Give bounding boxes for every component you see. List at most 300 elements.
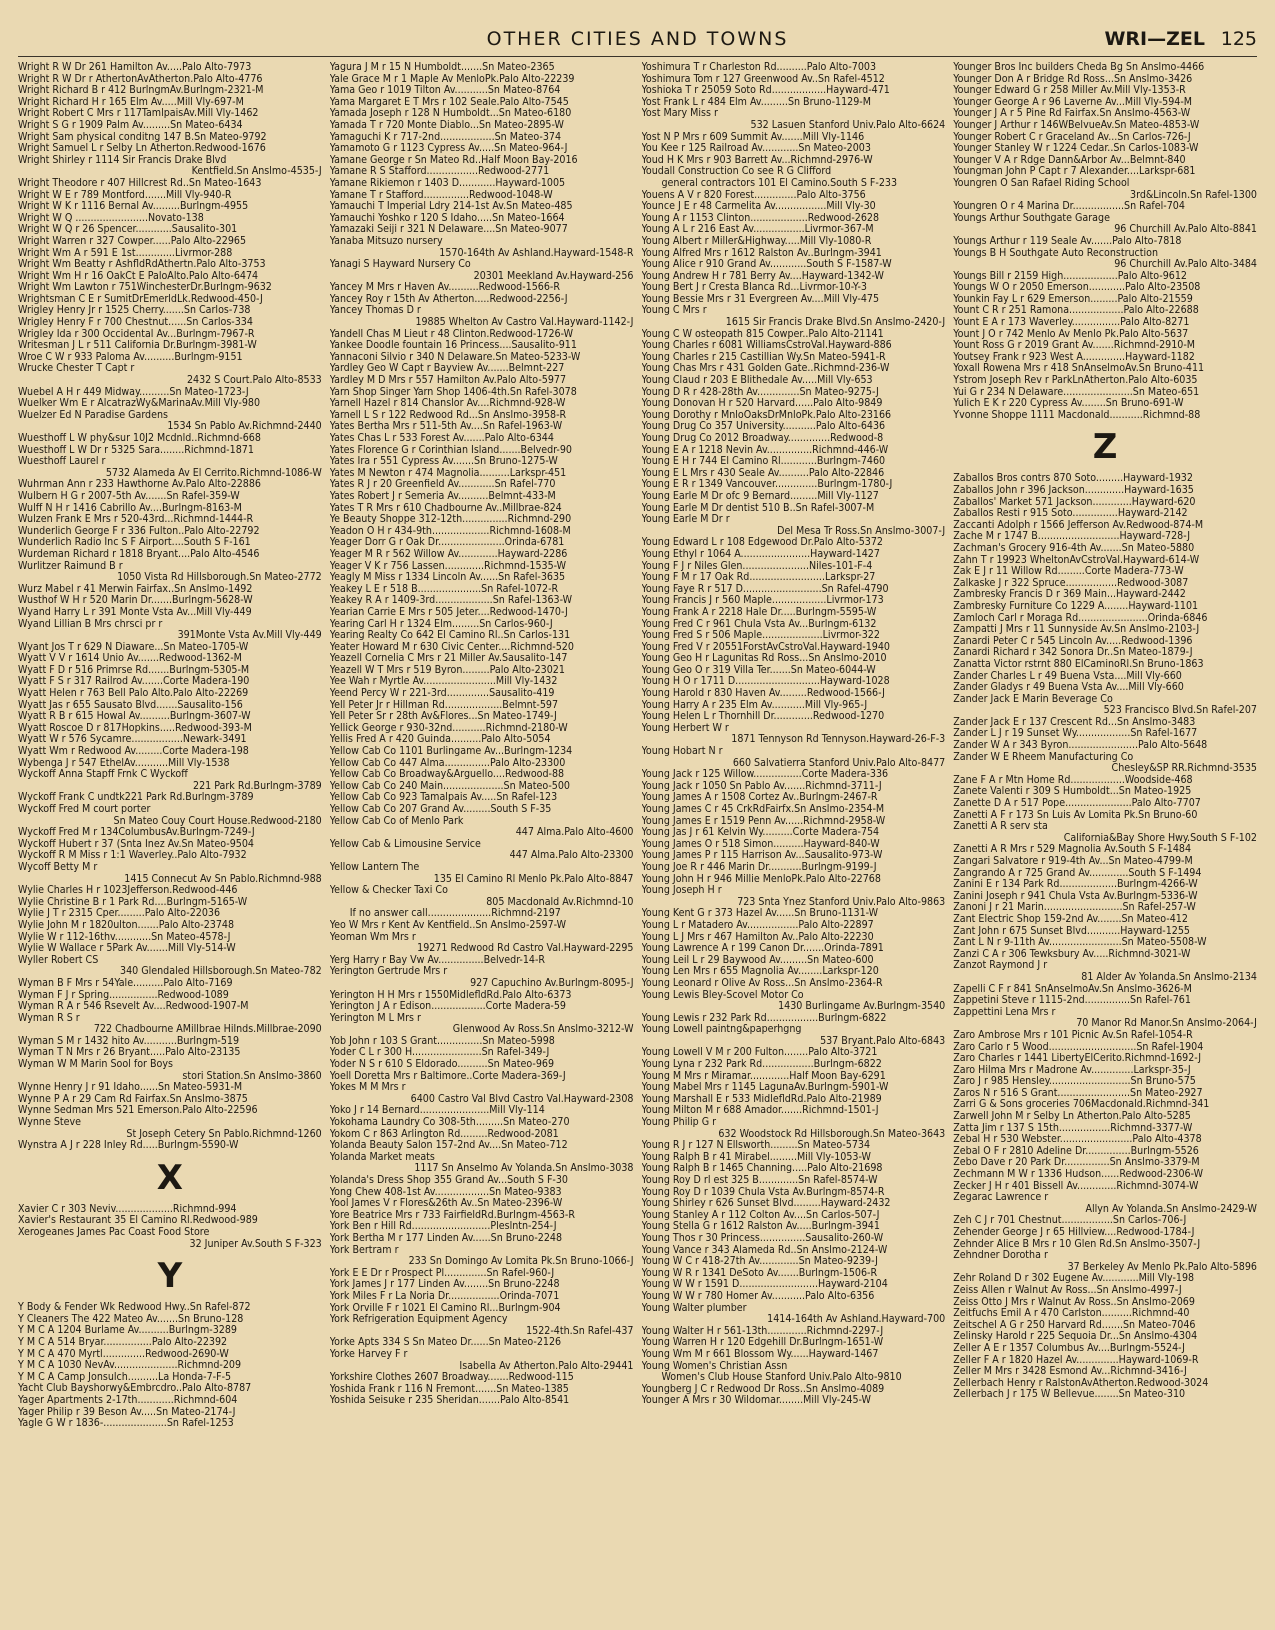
directory-entry: Young W W r 780 Homer Av...........Palo Alto-6356 <box>641 1290 875 1302</box>
directory-entry: Wright W Q r 26 Spencer............Sausalito-301 <box>18 224 238 236</box>
directory-entry: Young M Mrs r Miramar.............Half Moon Bay-6291 <box>641 1070 886 1082</box>
directory-entry: Young Dorothy r MnloOaksDrMnloPk.Palo Alto-23166 <box>641 409 892 421</box>
directory-entry: Zanini Joseph r 941 Chula Vsta Av.Burlngm-5336-W <box>953 890 1198 902</box>
directory-entry: Wright Richard H r 165 Elm Av.....Mill Vly-697-M <box>18 96 244 108</box>
directory-entry: Young James E r 1519 Penn Av......Richmnd-2958-W <box>641 815 886 827</box>
directory-entry: Yancey Roy r 15th Av Atherton.....Redwood-2256-J <box>329 293 568 305</box>
directory-entry: Yeend Percy W r 221-3rd..............Sausalito-419 <box>329 688 555 700</box>
directory-entry: California&Bay Shore Hwy.South S F-102 <box>1063 832 1257 844</box>
directory-entry: 722 Chadbourne AMillbrae Hilnds.Millbrae-2090 <box>93 1024 322 1036</box>
directory-entry: Wusthof W H r 520 Marin Dr.......Burlngm-5628-W <box>18 595 253 607</box>
directory-entry: Zatta Jim r 137 S 15th.................Richmnd-3377-W <box>953 1122 1193 1134</box>
directory-entry: Wright Shirley r 1114 Sir Francis Drake Blvd <box>18 154 227 166</box>
directory-entry: 537 Bryant.Palo Alto-6843 <box>820 1035 946 1047</box>
directory-entry: Zeh C J r 701 Chestnut.................Sn Carlos-706-J <box>953 1215 1187 1227</box>
directory-entry: Y M C A 1204 Burlame Av..........Burlngm-3289 <box>18 1325 237 1337</box>
directory-entry: Yamane T r Stafford...............Redwood-1048-W <box>329 189 553 201</box>
directory-entry: Y Cleaners The 422 Mateo Av.......Sn Bruno-128 <box>18 1313 244 1325</box>
directory-entry: Yates Florence G r Corinthian Island.......Belvedr-90 <box>329 444 572 456</box>
directory-entry: Wulbern H G r 2007-5th Av.......Sn Rafel-359-W <box>18 490 240 502</box>
directory-entry: Yancey Thomas D r <box>329 305 421 317</box>
directory-entry: Young Philip G r <box>641 1117 717 1129</box>
directory-entry: Wright Wm Lawton r 751WinchesterDr.Burlngm-9632 <box>18 282 272 294</box>
directory-entry: Zanoni J r 21 Marin..........................Sn Rafel-257-W <box>953 902 1196 914</box>
directory-entry: Yamauchi T Imperial Ldry 214-1st Av.Sn Mateo-485 <box>329 201 573 213</box>
directory-entry: Yellow Cab Co 923 Tamalpais Av.....Sn Rafel-123 <box>329 792 558 804</box>
directory-entry: Isabella Av Atherton.Palo Alto-29441 <box>459 1360 634 1372</box>
directory-entry: Zappetini Steve r 1115-2nd...............Sn Rafel-761 <box>953 995 1191 1007</box>
directory-entry: 233 Sn Domingo Av Lomita Pk.Sn Bruno-1066-J <box>408 1256 634 1268</box>
directory-entry: Yoxall Rowena Mrs r 418 SnAnselmoAv.Sn Bruno-411 <box>953 363 1205 375</box>
directory-entry: York E E Dr r Prospect Pl..............Sn Rafel-960-J <box>329 1267 555 1279</box>
directory-entry: Younger J Arthur r 146WBelvueAv.Sn Mateo-4853-W <box>953 119 1200 131</box>
directory-entry: Wrightsman C E r SumitDrEmerldLk.Redwood-450-J <box>18 293 263 305</box>
directory-entry: Yama Margaret E T Mrs r 102 Seale.Palo Alto-7545 <box>329 96 569 108</box>
directory-entry: Wuhrman Ann r 233 Hawthorne Av.Palo Alto-22886 <box>18 479 261 491</box>
directory-entry: Wunderlich George F r 336 Fulton..Palo Alto-22792 <box>18 525 260 537</box>
directory-entry: Wynne Sedman Mrs 521 Emerson.Palo Alto-22596 <box>18 1105 258 1117</box>
directory-entry: Young Lewis Bley-Scovel Motor Co <box>641 989 804 1001</box>
page-range: WRI—ZEL <box>1104 28 1205 50</box>
directory-entry: 660 Salvatierra Stanford Univ.Palo Alto-8477 <box>732 757 946 769</box>
directory-entry: Zahn T r 19923 WheltonAvCstroVal.Hayward-614-W <box>953 554 1200 566</box>
directory-entry: Young Andrew H r 781 Berry Av....Hayward-1342-W <box>641 270 884 282</box>
directory-entry: Zanzot Raymond J r <box>953 960 1048 972</box>
directory-entry: Young Jack r 125 Willow................Corte Madera-336 <box>641 769 889 781</box>
directory-entry: Young Edward L r 108 Edgewood Dr.Palo Alto-5372 <box>641 537 883 549</box>
directory-entry: Young Herbert W r <box>641 722 729 734</box>
directory-entry: Wright R W Dr r AthertonAvAtherton.Palo Alto-4776 <box>18 73 263 85</box>
directory-entry: Young Lawrence A r 199 Canon Dr.......Orinda-7891 <box>641 943 884 955</box>
directory-entry: Wunderlich Radio Inc S F Airport....South S F-161 <box>18 537 251 549</box>
directory-entry: Zeiss Otto J Mrs r Walnut Av Ross..Sn Anslmo-2069 <box>953 1296 1195 1308</box>
directory-entry: Women's Club House Stanford Univ.Palo Alto-9810 <box>661 1372 902 1384</box>
directory-entry: Wycoff Betty M r <box>18 861 98 873</box>
directory-entry: Yost Frank L r 484 Elm Av.........Sn Bruno-1129-M <box>641 96 871 108</box>
directory-entry: Yount Ross G r 2019 Grant Av.......Richmnd-2910-M <box>953 340 1196 352</box>
directory-entry: Young Women's Christian Assn <box>641 1360 788 1372</box>
directory-entry: 37 Berkeley Av Menlo Pk.Palo Alto-5896 <box>1067 1261 1257 1273</box>
directory-entry: Wrigley Henry F r 700 Chestnut......Sn Carlos-334 <box>18 317 253 329</box>
directory-entry: Young Ralph B r 41 Mirabel.........Mill Vly-1053-W <box>641 1151 871 1163</box>
directory-entry: Wyatt Helen r 763 Bell Palo Alto.Palo Alto-22269 <box>18 688 249 700</box>
directory-entry: 632 Woodstock Rd Hillsborough.Sn Mateo-3643 <box>718 1128 946 1140</box>
directory-entry: Youngs W O r 2050 Emerson............Palo Alto-23508 <box>953 282 1201 294</box>
directory-entry: Zaballos John r 396 Jackson.............Hayward-1635 <box>953 485 1194 496</box>
directory-entry: Wyand Harry L r 391 Monte Vsta Av...Mill Vly-449 <box>18 606 252 618</box>
directory-entry: Yacht Club Bayshorwy&Embrcdro..Palo Alto-8787 <box>18 1383 252 1395</box>
directory-entry: Wynstra A J r 228 Inley Rd.....Burlngm-5590-W <box>18 1140 239 1152</box>
directory-entry: Zander W A r 343 Byron.......................Palo Alto-5648 <box>953 740 1208 752</box>
directory-entry: 32 Juniper Av.South S F-323 <box>189 1238 322 1250</box>
directory-entry: Zambresky Furniture Co 1229 A........Hayward-1101 <box>953 600 1199 612</box>
directory-entry: Zelinsky Harold r 225 Sequoia Dr...Sn Anslmo-4304 <box>953 1331 1198 1343</box>
directory-entry: Yell Peter Jr r Hillman Rd...................Belmnt-597 <box>329 699 559 711</box>
directory-entry: Yount E A r 173 Waverley................Palo Alto-8271 <box>953 317 1190 329</box>
directory-entry: Wyckoff Hubert r 37 (Snta Inez Av.Sn Mateo-9504 <box>18 838 254 850</box>
directory-entry: general contractors 101 El Camino.South S F-233 <box>661 177 898 189</box>
directory-entry: Yearing Carl H r 1324 Elm.........Sn Carlos-960-J <box>329 618 553 630</box>
directory-entry: Yob John r 103 S Grant...............Sn Mateo-5998 <box>329 1035 555 1047</box>
directory-entry: Yellow Cab & Limousine Service <box>329 838 481 850</box>
directory-entry: Younger Stanley W r 1224 Cedar..Sn Carlos-1083-W <box>953 143 1199 155</box>
directory-entry: Younger Robert C r Graceland Av...Sn Carlos-726-J <box>953 131 1191 143</box>
directory-entry: Yellow & Checker Taxi Co <box>329 885 448 897</box>
directory-entry: Yellow Cab Co Broadway&Arguello....Redwood-88 <box>329 769 565 781</box>
directory-entry: Yost N P Mrs r 609 Summit Av.......Mill Vly-1146 <box>641 131 865 143</box>
directory-entry: Zanete Valenti r 309 S Humboldt...Sn Mateo-1925 <box>953 786 1192 798</box>
directory-entry: Zangrando A r 725 Grand Av.............South S F-1494 <box>953 867 1202 879</box>
directory-entry: Zebo Dave r 20 Park Dr...............Sn Anslmo-3379-M <box>953 1157 1200 1169</box>
directory-entry: Young Bert J r Cresta Blanca Rd...Livrmor-10-Y-3 <box>641 282 867 294</box>
directory-entry: Yellow Cab Co 1101 Burlingame Av...Burlngm-1234 <box>329 746 573 758</box>
directory-entry: Wurdeman Richard r 1818 Bryant....Palo Alto-4546 <box>18 548 260 560</box>
directory-entry: Wyatt V V r 1614 Unio Av.......Redwood-1362-M <box>18 653 242 665</box>
directory-entry: Wyckoff Fred M r 134ColumbusAv.Burlngm-7249-J <box>18 827 255 839</box>
directory-entry: York Miles F r La Noria Dr.................Orinda-7071 <box>329 1290 560 1302</box>
directory-entry: Yvonne Shoppe 1111 Macdonald...........Richmnd-88 <box>953 409 1201 421</box>
directory-entry: Zander Jack E r 137 Crescent Rd...Sn Anslmo-3483 <box>953 716 1196 728</box>
directory-entry: Young Bessie Mrs r 31 Evergreen Av....Mill Vly-475 <box>641 293 880 305</box>
directory-entry: Zarri G & Sons groceries 706Macdonald.Richmnd-341 <box>953 1099 1210 1111</box>
directory-entry: Y M C A 514 Bryar................Palo Alto-22392 <box>18 1336 228 1348</box>
directory-entry: Yeakey L E r 518 B.....................Sn Rafel-1072-R <box>329 583 559 595</box>
directory-entry: Young Earle M Dr ofc 9 Bernard.........Mill Vly-1127 <box>641 490 879 502</box>
directory-entry: stori Station.Sn Anslmo-3860 <box>182 1070 322 1082</box>
directory-entry: Zeller A E r 1357 Columbus Av....Burlngm-5524-J <box>953 1342 1185 1354</box>
directory-entry: Writesman J L r 511 California Dr.Burlngm-3981-W <box>18 340 257 352</box>
directory-entry: Wyckoff Fred M court porter <box>18 804 151 815</box>
directory-entry: Wyatt W r 576 Sycamre.................Newark-3491 <box>18 734 247 746</box>
directory-entry: Y M C A Camp Jonsulch..........La Honda-7-F-5 <box>18 1371 232 1383</box>
directory-entry: Young E A r 1218 Nevin Av...............Richmnd-446-W <box>641 444 889 456</box>
directory-entry: Yoshida Frank r 116 N Fremont.......Sn Mateo-1385 <box>329 1383 569 1395</box>
directory-entry: Youtsey Frank r 923 West A..............Hayward-1182 <box>953 351 1195 363</box>
directory-entry: Xavier C r 303 Neviv...................Richmnd-994 <box>18 1203 237 1215</box>
directory-entry: Yellow Lantern The <box>329 861 420 873</box>
directory-entry: Wylie Christine B r 1 Park Rd....Burlngm-5165-W <box>18 896 248 908</box>
directory-entry: Young Claud r 203 E Blithedale Av.....Mill Vly-653 <box>641 375 873 387</box>
directory-entry: Young C W osteopath 815 Cowper..Palo Alto-21141 <box>641 328 884 340</box>
directory-entry: Zak E J r 11 Willow Rd.........Corte Madera-773-W <box>953 566 1184 578</box>
directory-entry: York Ben r Hill Rd..........................Pleslntn-254-J <box>329 1221 557 1233</box>
directory-entry: Young A L r 216 East Av.................Livrmor-367-M <box>641 224 874 236</box>
directory-entry: York Bertha M r 177 Linden Av......Sn Bruno-2248 <box>329 1232 563 1244</box>
directory-entry: Zanette D A r 517 Pope......................Palo Alto-7707 <box>953 798 1201 810</box>
directory-entry: Yount J O r 742 Menlo Av Menlo Pk.Palo Alto-5637 <box>953 328 1189 340</box>
directory-entry: Y Body & Fender Wk Redwood Hwy..Sn Rafel-872 <box>18 1302 251 1314</box>
directory-entry: Young Harold r 830 Haven Av.........Redwood-1566-J <box>641 688 885 700</box>
directory-entry: Yellow Cab Co 207 Grand Av.........South S F-35 <box>329 804 552 815</box>
directory-entry: Yardley Geo W Capt r Bayview Av.......Belmnt-227 <box>329 363 565 375</box>
directory-entry: Zeitfuchs Emil A r 470 Carlston..........Richmnd-40 <box>953 1308 1190 1320</box>
directory-entry: Yolanda Beauty Salon 157-2nd Av....Sn Mateo-712 <box>329 1140 568 1152</box>
directory-entry: Young James O r 518 Simon..........Hayward-840-W <box>641 838 880 850</box>
directory-entry: Wright Sam physical conditng 147 B.Sn Mateo-9792 <box>18 131 267 143</box>
directory-entry: Yeager V K r 756 Lassen.............Richmnd-1535-W <box>329 560 567 572</box>
directory-entry: Young E H r 744 El Camino Rl............Burlngm-7460 <box>641 456 886 468</box>
directory-entry: Yagle G W r 1836-.....................Sn Rafel-1253 <box>18 1418 234 1430</box>
directory-entry: Zaro Carlo r 5 Wood.............................Sn Rafel-1904 <box>953 1041 1204 1053</box>
directory-entry: Young Drug Co 357 University...........Palo Alto-6436 <box>641 421 886 433</box>
directory-entry: Wright Richard B r 412 BurlngmAv.Burlngm-2321-M <box>18 85 264 97</box>
directory-entry: Young R J r 127 N Ellsworth.........Sn Mateo-5734 <box>641 1140 871 1152</box>
directory-entry: 96 Churchill Av.Palo Alto-3484 <box>1114 259 1257 271</box>
directory-entry: Wright W E r 789 Montford.......Mill Vly-940-R <box>18 189 232 201</box>
directory-entry: Wulff N H r 1416 Cabrillo Av....Burlngm-8163-M <box>18 502 242 514</box>
directory-entry: Zappettini Lena Mrs r <box>953 1006 1056 1018</box>
directory-entry: Wylie W r 112-16thv............Sn Mateo-4578-J <box>18 931 231 943</box>
directory-entry: Yui G r 234 N Delaware.......................Sn Mateo-651 <box>953 386 1200 398</box>
directory-entry: Wright Robert C Mrs r 117TamlpaisAv.Mill Vly-1462 <box>18 108 259 120</box>
directory-entry: Wright W Q ........................Novato-138 <box>18 212 204 224</box>
directory-entry: Zehnder Alice B Mrs r 10 Glen Rd.Sn Anslmo-3507-J <box>953 1238 1201 1250</box>
directory-entry: Wuesthoff L W phy&sur 10J2 Mcdnld..Richmnd-668 <box>18 433 261 444</box>
directory-entry: Y M C A 1030 NevAv.....................Richmnd-209 <box>18 1360 242 1372</box>
directory-entry: Young Jas J r 61 Kelvin Wy..........Corte Madera-754 <box>641 827 880 839</box>
directory-entry: Yokes M M Mrs r <box>329 1082 406 1094</box>
directory-entry: Yeager M R r 562 Willow Av.............Hayward-2286 <box>329 548 568 560</box>
directory-entry: Zanetti A F r 173 Sn Luis Av Lomita Pk.Sn Bruno-60 <box>953 809 1198 821</box>
directory-entry: Young Vance r 343 Alameda Rd..Sn Anslmo-2124-W <box>641 1244 888 1256</box>
directory-entry: Zarwell John M r Selby Ln Atherton.Palo Alto-5285 <box>953 1111 1191 1123</box>
directory-entry: Zehndner Dorotha r <box>953 1250 1048 1262</box>
directory-column-1 <box>18 62 322 1622</box>
directory-entry: Yates Bertha Mrs r 511-5th Av....Sn Rafel-1963-W <box>329 421 563 433</box>
directory-entry: Zane F A r Mtn Home Rd..................Woodside-468 <box>953 774 1193 786</box>
directory-entry: Young Stella G r 1612 Ralston Av.....Burlngm-3941 <box>641 1221 880 1233</box>
directory-entry: Yoshimura T r Charleston Rd..........Palo Alto-7003 <box>641 62 877 73</box>
directory-entry: Yerington H H Mrs r 1550MidlefldRd.Palo Alto-6373 <box>329 989 572 1001</box>
directory-entry: Yardley M D Mrs r 557 Hamilton Av.Palo Alto-5977 <box>329 375 567 387</box>
directory-entry: Wyman T N Mrs r 26 Bryant.....Palo Alto-23135 <box>18 1047 241 1059</box>
directory-entry: Young James C r 45 CrkRdFairfx.Sn Anslmo-2354-M <box>641 804 885 815</box>
directory-entry: 1050 Vista Rd Hillsborough.Sn Mateo-2772 <box>117 572 322 584</box>
directory-entry: Young Ralph B r 1465 Channing.....Palo Alto-21698 <box>641 1163 883 1175</box>
directory-entry: Zander Jack E Marin Beverage Co <box>953 693 1113 705</box>
directory-entry: 3rd&Lincoln.Sn Rafel-1300 <box>1130 189 1257 201</box>
directory-entry: Young D R r 428-28th Av..............Sn Mateo-9275-J <box>641 386 879 398</box>
directory-entry: Yannaconi Silvio r 340 N Delaware.Sn Mateo-5233-W <box>329 351 581 363</box>
directory-entry: Zanardi Peter C r 545 Lincoln Av.....Redwood-1396 <box>953 635 1193 647</box>
directory-entry: Yearian Carrie E Mrs r 505 Jeter....Redwood-1470-J <box>329 606 568 618</box>
directory-entry: Yandell Chas M Lieut r 48 Clinton.Redwood-1726-W <box>329 328 574 340</box>
directory-entry: Zant John r 675 Sunset Blvd...........Hayward-1255 <box>953 925 1190 937</box>
directory-entry: Yellow Cab Co 240 Main....................Sn Mateo-500 <box>329 780 570 792</box>
directory-entry: Youngs Arthur Southgate Garage <box>953 212 1110 224</box>
directory-entry: Wright S G r 1909 Palm Av.........Sn Mateo-6434 <box>18 119 243 131</box>
directory-entry: Young Jack r 1050 Sn Pablo Av.......Richmnd-3711-J <box>641 780 882 792</box>
directory-entry: 1522-4th.Sn Rafel-437 <box>526 1325 634 1337</box>
page-number: 125 <box>1220 28 1257 50</box>
directory-entry: Yellow Cab Co of Menlo Park <box>329 815 464 827</box>
directory-entry: York James J r 177 Linden Av........Sn Bruno-2248 <box>329 1279 560 1291</box>
directory-entry: Sn Mateo Couy Court House.Redwood-2180 <box>113 815 322 827</box>
directory-entry: Young Faye R r 517 D..........................Sn Rafel-4790 <box>641 583 889 595</box>
directory-entry: Wright Wm H r 16 OakCt E PaloAlto.Palo Alto-6474 <box>18 270 259 282</box>
directory-entry: Wylie Charles H r 1023Jefferson.Redwood-446 <box>18 885 238 897</box>
directory-entry: Zanetti A R Mrs r 529 Magnolia Av.South S F-1484 <box>953 844 1192 856</box>
directory-entry: 1570-164th Av Ashland.Hayward-1548-R <box>439 247 634 259</box>
directory-entry: Young Alfred Mrs r 1612 Ralston Av..Burlngm-3941 <box>641 247 882 259</box>
directory-entry: Zaro Charles r 1441 LibertyElCerito.Richmnd-1692-J <box>953 1053 1202 1065</box>
directory-entry: 81 Alder Av Yolanda.Sn Anslmo-2134 <box>1081 971 1257 983</box>
directory-entry: Yamazaki Seiji r 321 N Delaware....Sn Mateo-9077 <box>329 224 568 236</box>
directory-entry: Young Geo O r 319 Villa Ter.......Sn Mateo-6044-W <box>641 664 876 676</box>
directory-entry: Yolanda Market meats <box>329 1151 435 1163</box>
directory-entry: Yeazell Cornelia C Mrs r 21 Miller Av.Sausalito-147 <box>329 653 568 665</box>
directory-entry: Zant Electric Shop 159-2nd Av........Sn Mateo-412 <box>953 913 1188 925</box>
directory-entry: Yager Philip r 39 Beson Av.....Sn Mateo-2174-J <box>18 1406 236 1418</box>
directory-entry: Youngren O r 4 Marina Dr.................Sn Rafel-704 <box>953 201 1185 213</box>
directory-entry: Young Roy D rl est 325 B.............Sn Rafel-8574-W <box>641 1175 878 1186</box>
directory-entry: Young Joe R r 446 Marin Dr...........Burlngm-9199-J <box>641 861 877 873</box>
directory-entry: 532 Lasuen Stanford Univ.Palo Alto-6624 <box>750 119 946 131</box>
section-letter: Y <box>157 1256 183 1297</box>
directory-entry: Wroe C W r 933 Paloma Av..........Burlngm-9151 <box>18 351 243 363</box>
directory-entry: Zander Gladys r 49 Buena Vsta Av....Mill Vly-660 <box>953 682 1184 694</box>
directory-entry: Zeller F A r 1820 Hazel Av..............Hayward-1069-R <box>953 1354 1199 1366</box>
directory-entry: Kentfield.Sn Anslmo-4535-J <box>191 166 322 178</box>
directory-entry: Zampatti J Mrs r 11 Sunnyside Av.Sn Anslmo-2103-J <box>953 624 1200 636</box>
directory-entry: Young Roy D r 1039 Chula Vsta Av.Burlngm-8574-R <box>641 1186 885 1198</box>
directory-entry: Chesley&SP RR.Richmnd-3535 <box>1111 763 1257 775</box>
directory-entry: Wyatt F S r 317 Railrod Av.......Corte Madera-190 <box>18 676 250 688</box>
page-title: OTHER CITIES AND TOWNS <box>486 28 789 50</box>
directory-column-3 <box>642 62 946 1622</box>
directory-entry: Young Ethyl r 1064 A.......................Hayward-1427 <box>641 548 880 560</box>
directory-entry: Young F M r 17 Oak Rd.........................Larkspr-27 <box>641 572 876 584</box>
directory-entry: Young Helen L r Thornhill Dr.............Redwood-1270 <box>641 711 885 723</box>
directory-entry: Young Chas Mrs r 431 Golden Gate..Richmnd-236-W <box>641 363 890 375</box>
directory-entry: Younger V A r Rdge Dann&Arbor Av...Belmnt-840 <box>953 154 1186 166</box>
directory-entry: Young James P r 115 Harrison Av...Sausalito-973-W <box>641 850 883 862</box>
directory-entry: Wylie W Wallace r 5Park Av.......Mill Vly-514-W <box>18 943 236 955</box>
directory-entry: Yellis Fred A r 420 Guinda..........Palo Alto-5054 <box>329 734 551 746</box>
directory-entry: Wurz Mabel r 41 Merwin Fairfax..Sn Anslmo-1492 <box>18 583 253 595</box>
directory-entry: Yates Chas L r 533 Forest Av.......Palo Alto-6344 <box>329 433 554 444</box>
directory-entry: Yamaguchi K r 717-2nd..................Sn Mateo-374 <box>329 131 562 143</box>
directory-entry: Yoshida Seisuke r 235 Sheridan.......Palo Alto-8541 <box>329 1395 570 1407</box>
directory-entry: Yoder C L r 300 H.......................Sn Rafel-349-J <box>329 1047 550 1059</box>
directory-entry: Wuesthoff L W Dr r 5325 Sara........Richmnd-1871 <box>18 444 254 456</box>
directory-entry: Yale Grace M r 1 Maple Av MenloPk.Palo Alto-22239 <box>329 73 575 85</box>
directory-entry: Young Frank A r 2218 Hale Dr.....Burlngm-5595-W <box>641 606 877 618</box>
directory-entry: 340 Glendaled Hillsborough.Sn Mateo-782 <box>120 966 322 978</box>
directory-entry: Young Kent G r 373 Hazel Av......Sn Bruno-1131-W <box>641 908 879 920</box>
directory-entry: Zeller M Mrs r 3428 Esmond Av...Richmnd-3416-J <box>953 1366 1187 1378</box>
directory-entry: Young Milton M r 688 Amador.......Richmnd-1501-J <box>641 1105 879 1117</box>
directory-column-4 <box>953 62 1257 1622</box>
directory-entry: 523 Francisco Blvd.Sn Rafel-207 <box>1103 705 1257 717</box>
directory-entry: York Refrigeration Equipment Agency <box>329 1314 508 1326</box>
directory-entry: Wyckoff Anna Stapff Frnk C Wyckoff <box>18 769 188 781</box>
directory-entry: Yamane George r Sn Mateo Rd..Half Moon Bay-2016 <box>329 154 578 166</box>
directory-entry: Young John H r 946 Millie MenloPk.Palo Alto-22768 <box>641 873 881 885</box>
directory-entry: Young James A r 1508 Cortez Av..Burlngm-2467-R <box>641 792 878 804</box>
directory-entry: Young Albert r Miller&Highway.....Mill Vly-1080-R <box>641 235 872 247</box>
directory-entry: Xerogeanes James Pac Coast Food Store <box>18 1227 210 1238</box>
directory-entry: Wyman R A r 546 Rsevelt Av....Redwood-1907-M <box>18 1001 249 1013</box>
directory-entry: Del Mesa Tr Ross.Sn Anslmo-3007-J <box>777 525 946 537</box>
directory-entry: Wylie J T r 2315 Cper.........Palo Alto-22036 <box>18 908 221 920</box>
directory-entry: Zalkaske J r 322 Spruce.................Redwood-3087 <box>953 577 1189 589</box>
directory-entry: 391Monte Vsta Av.Mill Vly-449 <box>177 630 322 642</box>
directory-entry: Wright Wm A r 591 E 1st.............Livrmor-288 <box>18 247 233 259</box>
page-header <box>18 26 1257 57</box>
directory-entry: Wyman S M r 1432 hito Av...........Burlngm-519 <box>18 1035 240 1047</box>
directory-entry: York Bertram r <box>329 1244 399 1256</box>
directory-entry: Yokom C r 863 Arlington Rd.........Redwood-2081 <box>329 1128 559 1140</box>
directory-entry: 2432 S Court.Palo Alto-8533 <box>186 375 322 387</box>
directory-entry: Zaccanti Adolph r 1566 Jefferson Av.Redwood-874-M <box>953 519 1204 531</box>
directory-entry: Young Leonard r Olive Av Ross...Sn Anslmo-2364-R <box>641 977 883 989</box>
directory-entry: Yoshimura Tom r 127 Greenwood Av..Sn Rafel-4512 <box>641 73 885 85</box>
directory-entry: Young L J Mrs r 467 Hamilton Av..Palo Alto-22230 <box>641 931 874 943</box>
directory-entry: Wyatt Jas r 655 Sausato Blvd.......Sausalito-156 <box>18 699 243 711</box>
directory-entry: Yagura J M r 15 N Humboldt.......Sn Mateo-2365 <box>329 62 555 73</box>
directory-entry: Yoko J r 14 Bernard.......................Mill Vly-114 <box>329 1105 545 1117</box>
directory-entry: Yeoman Wm Mrs r <box>329 931 416 943</box>
directory-entry: Zache M r 1747 B...........................Hayward-728-J <box>953 531 1191 543</box>
directory-entry: Yerg Harry r Bay Vw Av...............Belvedr-14-R <box>329 954 546 966</box>
directory-entry: Wright Wm Beatty r AshfldRdAthertn.Palo Alto-3753 <box>18 259 266 271</box>
directory-entry: Yeagly M Miss r 1334 Lincoln Av......Sn Rafel-3635 <box>329 572 566 584</box>
directory-entry: Yates M Newton r 474 Magnolia..........Larkspr-451 <box>329 467 567 479</box>
directory-entry: Ye Beauty Shoppe 312-12th...............Richmnd-290 <box>329 514 572 526</box>
directory-entry: Zaballos Resti r 915 Soto...............Hayward-2142 <box>953 508 1188 520</box>
directory-entry: Wyman W M Marin Sool for Boys <box>18 1059 173 1071</box>
directory-entry: Yorke Harvey F r <box>329 1348 408 1360</box>
directory-entry: Yoshioka T r 25059 Soto Rd..................Hayward-471 <box>641 85 890 97</box>
directory-entry: Young Harry A r 235 Elm Av...........Mill Vly-965-J <box>641 699 868 711</box>
directory-entry: Wyman F J r Spring................Redwood-1089 <box>18 989 229 1001</box>
directory-entry: Zambresky Francis D r 369 Main...Hayward-2442 <box>953 589 1186 601</box>
directory-entry: Yates Robert J r Semeria Av..........Belmnt-433-M <box>329 490 556 502</box>
directory-entry: Young L r Matadero Av.................Palo Alto-22897 <box>641 919 874 931</box>
directory-entry: Youngs B H Southgate Auto Reconstruction <box>953 247 1159 259</box>
directory-entry: Young Shirley r 626 Sunset Blvd.........Hayward-2432 <box>641 1198 891 1210</box>
directory-entry: Yolanda's Dress Shop 355 Grand Av...South S F-30 <box>329 1175 568 1186</box>
directory-entry: Y M C A 470 Myrtl..............Redwood-2690-W <box>18 1348 229 1360</box>
directory-entry: Yeo W Mrs r Kent Av Kentfield..Sn Anslmo-2597-W <box>329 919 567 931</box>
directory-entry: Yost Mary Miss r <box>641 108 718 120</box>
directory-entry: Zechmann M W r 1336 Hudson......Redwood-2306-W <box>953 1169 1204 1181</box>
directory-entry: Zaro Hilma Mrs r Madrone Av..............Larkspr-35-J <box>953 1064 1191 1076</box>
directory-entry: Young Geo H r Lagunitas Rd Ross...Sn Anslmo-2010 <box>641 653 887 665</box>
directory-entry: Wyatt Wm r Redwood Av.........Corte Madera-198 <box>18 746 249 758</box>
directory-entry: Young C Mrs r <box>641 305 707 317</box>
directory-entry: 447 Alma.Palo Alto-23300 <box>509 850 634 862</box>
directory-entry: Young Walter H r 561-13th.............Richmnd-2297-J <box>641 1325 884 1337</box>
directory-entry: 19271 Redwood Rd Castro Val.Hayward-2295 <box>417 943 634 955</box>
directory-entry: Zaballos Bros contrs 870 Soto.........Hayward-1932 <box>953 473 1193 485</box>
directory-entry: Yamane R S Stafford.................Redwood-2771 <box>329 166 550 178</box>
directory-entry: Yearing Realty Co 642 El Camino Rl..Sn Carlos-131 <box>329 630 571 642</box>
directory-entry: 1430 Burlingame Av.Burlngm-3540 <box>778 1001 946 1013</box>
directory-entry: 1871 Tennyson Rd Tennyson.Hayward-26-F-3 <box>731 734 946 746</box>
directory-entry: Yount C R r 251 Ramona..................Palo Alto-22688 <box>953 305 1199 317</box>
directory-entry: Zanetti A R serv sta <box>953 821 1048 833</box>
directory-entry: Wright Samuel L r Selby Ln Atherton.Redwood-1676 <box>18 143 266 155</box>
directory-entry: 805 Macdonald Av.Richmnd-10 <box>486 896 634 908</box>
directory-entry: Wright W K r 1116 Bernal Av.........Burlngm-4955 <box>18 201 249 213</box>
directory-entry: Zander Charles L r 49 Buena Vsta....Mill Vly-660 <box>953 670 1182 682</box>
directory-entry: Yankee Doodle fountain 16 Princess....Sausalito-911 <box>329 340 577 352</box>
directory-entry: Yarn Shop Singer Yarn Shop 1406-4th.Sn Rafel-3078 <box>329 386 577 398</box>
directory-entry: Young Fred S r 506 Maple....................Livrmor-322 <box>641 630 880 642</box>
directory-entry: Wright Warren r 327 Cowper......Palo Alto-22965 <box>18 235 247 247</box>
